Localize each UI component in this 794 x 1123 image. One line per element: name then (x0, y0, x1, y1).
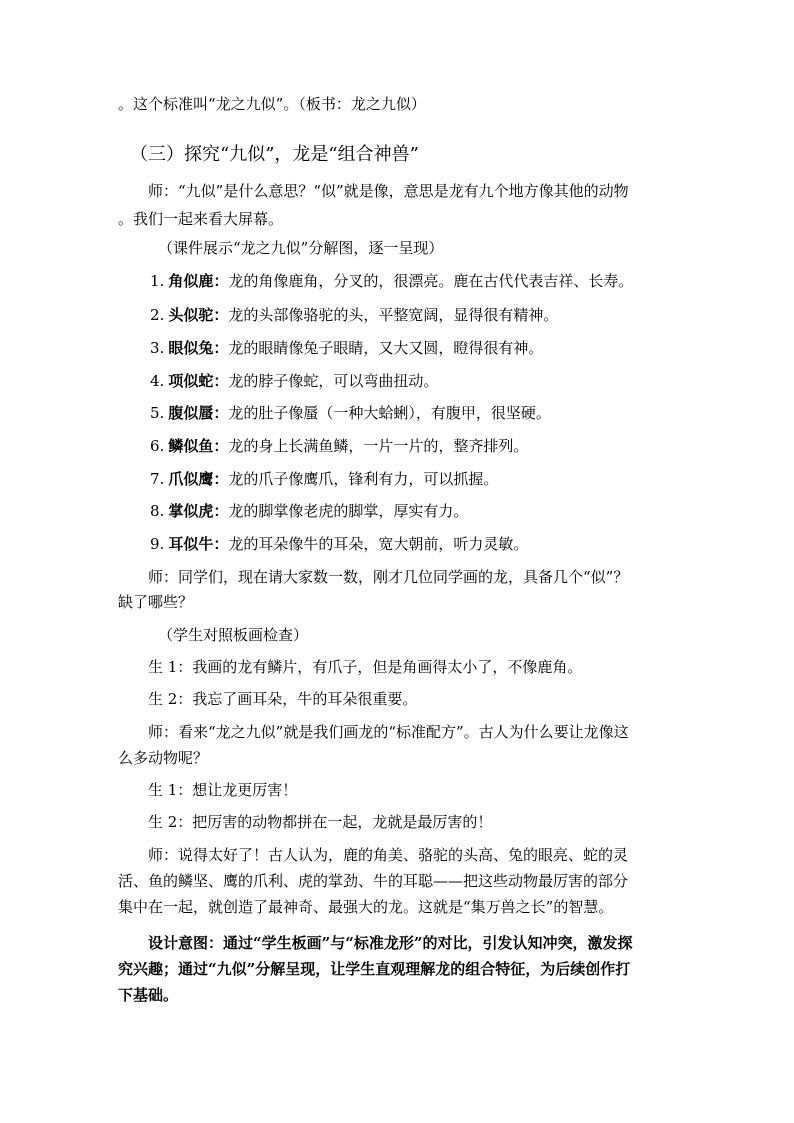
item-number: 5. (150, 404, 165, 422)
paragraph-line: （学生对照板画检查） (158, 626, 309, 644)
item-text: 龙的眼睛像兔子眼睛，又大又圆，瞪得很有神。 (228, 339, 544, 357)
paragraph-line: 缺了哪些？ (118, 593, 194, 611)
section-heading: （三）探究“九似”，龙是“组合神兽” (130, 144, 419, 165)
item-label: 项似蛇： (168, 372, 229, 390)
list-item (150, 403, 551, 423)
paragraph-line: 生 2：把厉害的动物都拼在一起，龙就是最厉害的！ (148, 813, 493, 831)
item-label: 眼似兔： (168, 339, 229, 357)
list-item (150, 501, 468, 521)
list-item (150, 371, 438, 391)
paragraph-line: 生 1：我画的龙有鳞片，有爪子，但是角画得太小了，不像鹿角。 (148, 658, 583, 676)
design-intent-line: 下基础。 (118, 986, 179, 1004)
item-label: 角似鹿： (168, 272, 229, 290)
item-text: 龙的脚掌像老虎的脚掌，厚实有力。 (228, 502, 469, 520)
item-label: 鳞似鱼： (168, 437, 229, 455)
design-intent-line: 究兴趣；通过“九似”分解呈现，让学生直观理解龙的组合特征，为后续创作打 (118, 960, 631, 978)
paragraph-line: 师：同学们，现在请大家数一数，刚才几位同学画的龙，具备几个“似”？ (148, 568, 629, 586)
paragraph-line: 师：看来“龙之九似”就是我们画龙的“标准配方”。古人为什么要让龙像这 (148, 723, 629, 741)
item-number: 1. (150, 272, 165, 290)
item-number: 8. (150, 502, 165, 520)
list-item (150, 271, 633, 291)
item-text: 龙的爪子像鹰爪，锋利有力，可以抓握。 (228, 470, 499, 488)
paragraph-line: 集中在一起，就创造了最神奇、最强大的龙。这就是“集万兽之长”的智慧。 (118, 898, 614, 916)
list-item (150, 534, 528, 554)
paragraph-line: 活、鱼的鳞坚、鹰的爪利、虎的掌劲、牛的耳聪——把这些动物最厉害的部分 (118, 872, 629, 890)
item-number: 6. (150, 437, 165, 455)
item-label: 掌似虎： (168, 502, 229, 520)
list-item (150, 469, 498, 489)
paragraph-line: 生 2：我忘了画耳朵，牛的耳朵很重要。 (148, 690, 418, 708)
paragraph-line: 。我们一起来看大屏幕。 (118, 210, 284, 228)
paragraph-line: 师：“九似”是什么意思？“似”就是像，意思是龙有九个地方像其他的动物 (148, 182, 629, 200)
paragraph-line: （课件展示“龙之九似”分解图，逐一呈现） (158, 239, 444, 257)
item-text: 龙的头部像骆驼的头，平整宽阔，显得很有精神。 (228, 306, 559, 324)
item-number: 4. (150, 372, 165, 390)
text-line: 。这个标准叫“龙之九似”。（板书：龙之九似） (118, 95, 426, 113)
item-text: 龙的肚子像蜃（一种大蛤蜊），有腹甲，很坚硬。 (228, 404, 551, 422)
list-item (150, 338, 543, 358)
item-text: 龙的角像鹿角，分叉的，很漂亮。鹿在古代代表吉祥、长寿。 (228, 272, 634, 290)
item-label: 耳似牛： (168, 535, 229, 553)
item-text: 龙的脖子像蛇，可以弯曲扭动。 (228, 372, 439, 390)
item-label: 爪似鹰： (168, 470, 229, 488)
item-number: 9. (150, 535, 165, 553)
item-text: 龙的耳朵像牛的耳朵，宽大朝前，听力灵敏。 (228, 535, 529, 553)
item-label: 头似驼： (168, 306, 229, 324)
paragraph-line: 生 1：想让龙更厉害！ (148, 781, 298, 799)
list-item (150, 436, 528, 456)
item-text: 龙的身上长满鱼鳞，一片一片的，整齐排列。 (228, 437, 529, 455)
item-number: 2. (150, 306, 165, 324)
item-label: 腹似蜃： (168, 404, 229, 422)
list-item (150, 305, 558, 325)
design-intent-line: 设计意图：通过“学生板画”与“标准龙形”的对比，引发认知冲突，激发探 (148, 934, 633, 952)
item-number: 3. (150, 339, 165, 357)
paragraph-line: 师：说得太好了！古人认为，鹿的角美、骆驼的头高、兔的眼亮、蛇的灵 (148, 846, 629, 864)
item-number: 7. (150, 470, 165, 488)
paragraph-line: 么多动物呢？ (118, 749, 209, 767)
